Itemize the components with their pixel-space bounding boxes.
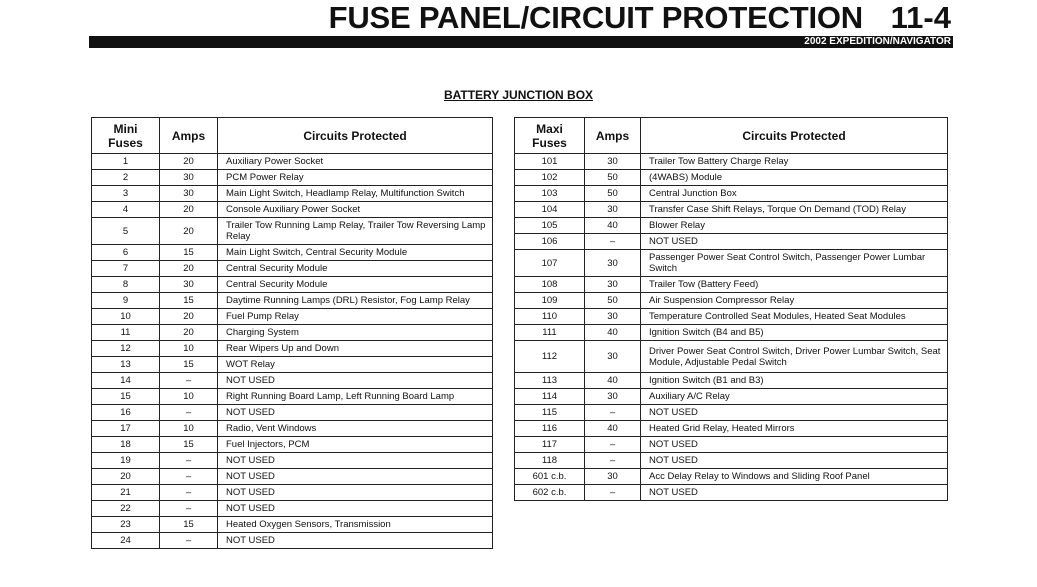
table-row — [515, 293, 948, 309]
table-row — [515, 202, 948, 218]
table-row — [515, 421, 948, 437]
fuse-number: 17 — [92, 421, 160, 437]
table-row — [515, 389, 948, 405]
fuse-number: 117 — [515, 437, 585, 453]
circuits-protected: NOT USED — [641, 485, 948, 501]
circuits-protected: Trailer Tow (Battery Feed) — [641, 277, 948, 293]
amps-value: 30 — [585, 309, 641, 325]
amps-value: – — [160, 469, 218, 485]
amps-value: – — [585, 453, 641, 469]
fuse-number: 5 — [92, 218, 160, 245]
fuse-number: 10 — [92, 309, 160, 325]
table-row — [92, 405, 493, 421]
fuse-number: 101 — [515, 154, 585, 170]
table-row — [92, 501, 493, 517]
fuse-number: 118 — [515, 453, 585, 469]
amps-value: 30 — [160, 170, 218, 186]
circuits-protected: Heated Grid Relay, Heated Mirrors — [641, 421, 948, 437]
fuse-number: 114 — [515, 389, 585, 405]
table-row — [515, 186, 948, 202]
amps-value: 10 — [160, 341, 218, 357]
table-row — [515, 341, 948, 373]
amps-value: 30 — [585, 389, 641, 405]
fuse-number: 12 — [92, 341, 160, 357]
amps-value: 40 — [585, 421, 641, 437]
circuits-protected: Rear Wipers Up and Down — [218, 341, 493, 357]
circuits-protected: NOT USED — [641, 405, 948, 421]
circuits-protected: Blower Relay — [641, 218, 948, 234]
amps-value: 40 — [585, 218, 641, 234]
amps-value: – — [160, 485, 218, 501]
table-row — [92, 453, 493, 469]
mini-header-line1: Mini — [113, 121, 138, 136]
amps-value: – — [585, 405, 641, 421]
maxi-fuses-table — [514, 117, 948, 501]
fuse-number: 21 — [92, 485, 160, 501]
amps-value: – — [585, 437, 641, 453]
fuse-number: 602 c.b. — [515, 485, 585, 501]
table-row — [515, 437, 948, 453]
circuits-protected: Central Junction Box — [641, 186, 948, 202]
amps-value: – — [160, 453, 218, 469]
vehicle-subtitle: 2002 EXPEDITION/NAVIGATOR — [804, 36, 951, 47]
table-row — [515, 405, 948, 421]
amps-value: 15 — [160, 293, 218, 309]
table-row — [92, 341, 493, 357]
fuse-number: 2 — [92, 170, 160, 186]
circuits-protected: Ignition Switch (B4 and B5) — [641, 325, 948, 341]
fuse-number: 16 — [92, 405, 160, 421]
amps-value: 30 — [585, 341, 641, 373]
circuits-protected: NOT USED — [641, 453, 948, 469]
circuits-protected: NOT USED — [641, 234, 948, 250]
fuse-number: 6 — [92, 245, 160, 261]
fuse-number: 105 — [515, 218, 585, 234]
amps-value: 30 — [585, 469, 641, 485]
table-row — [92, 186, 493, 202]
amps-value: 30 — [160, 186, 218, 202]
circuits-protected: Air Suspension Compressor Relay — [641, 293, 948, 309]
mini-header-line2: Fuses — [108, 135, 143, 150]
amps-value: – — [160, 533, 218, 549]
fuse-number: 111 — [515, 325, 585, 341]
maxi-header-line2: Fuses — [532, 135, 567, 150]
table-row — [92, 421, 493, 437]
fuse-number: 14 — [92, 373, 160, 389]
circuits-protected: Auxiliary A/C Relay — [641, 389, 948, 405]
amps-value: – — [160, 501, 218, 517]
section-title: BATTERY JUNCTION BOX — [443, 88, 594, 102]
circuits-protected: NOT USED — [218, 373, 493, 389]
fuse-number: 20 — [92, 469, 160, 485]
table-row — [515, 469, 948, 485]
fuse-number: 11 — [92, 325, 160, 341]
amps-value: 20 — [160, 218, 218, 245]
table-row — [515, 277, 948, 293]
circuits-protected: Main Light Switch, Central Security Module — [218, 245, 493, 261]
amps-value: – — [585, 234, 641, 250]
table-row — [515, 325, 948, 341]
circuits-protected: PCM Power Relay — [218, 170, 493, 186]
circuits-protected: Charging System — [218, 325, 493, 341]
fuse-number: 108 — [515, 277, 585, 293]
fuse-number: 19 — [92, 453, 160, 469]
maxi-amps-header: Amps — [585, 118, 641, 154]
fuse-number: 106 — [515, 234, 585, 250]
fuse-number: 110 — [515, 309, 585, 325]
fuse-number: 8 — [92, 277, 160, 293]
table-row — [515, 309, 948, 325]
circuits-protected: NOT USED — [641, 437, 948, 453]
circuits-protected: Daytime Running Lamps (DRL) Resistor, Fog Lamp Relay — [218, 293, 493, 309]
maxi-circuits-header: Circuits Protected — [641, 118, 948, 154]
maxi-fuses-header — [515, 118, 585, 154]
amps-value: – — [160, 405, 218, 421]
amps-value: – — [160, 373, 218, 389]
mini-circuits-header: Circuits Protected — [218, 118, 493, 154]
circuits-protected: Right Running Board Lamp, Left Running Board Lamp — [218, 389, 493, 405]
circuits-protected: Central Security Module — [218, 277, 493, 293]
table-row — [92, 357, 493, 373]
table-row — [92, 325, 493, 341]
table-row — [515, 373, 948, 389]
fuse-number: 18 — [92, 437, 160, 453]
amps-value: 30 — [585, 202, 641, 218]
table-row — [92, 517, 493, 533]
fuse-number: 107 — [515, 250, 585, 277]
amps-value: 15 — [160, 517, 218, 533]
fuse-number: 112 — [515, 341, 585, 373]
table-row — [92, 202, 493, 218]
maxi-header-line1: Maxi — [536, 121, 563, 136]
amps-value: 50 — [585, 293, 641, 309]
table-row — [515, 170, 948, 186]
mini-fuses-header — [92, 118, 160, 154]
amps-value: 20 — [160, 154, 218, 170]
table-row — [515, 218, 948, 234]
table-row — [515, 453, 948, 469]
circuits-protected: NOT USED — [218, 453, 493, 469]
fuse-number: 4 — [92, 202, 160, 218]
fuse-number: 24 — [92, 533, 160, 549]
table-row — [92, 309, 493, 325]
amps-value: 20 — [160, 325, 218, 341]
circuits-protected: NOT USED — [218, 469, 493, 485]
fuse-number: 115 — [515, 405, 585, 421]
fuse-number: 113 — [515, 373, 585, 389]
circuits-protected: WOT Relay — [218, 357, 493, 373]
mini-fuses-table — [91, 117, 493, 549]
amps-value: 30 — [585, 250, 641, 277]
page-title: FUSE PANEL/CIRCUIT PROTECTION — [328, 0, 863, 35]
table-row — [92, 293, 493, 309]
amps-value: 20 — [160, 309, 218, 325]
circuits-protected: NOT USED — [218, 405, 493, 421]
fuse-number: 102 — [515, 170, 585, 186]
table-row — [92, 154, 493, 170]
amps-value: 15 — [160, 437, 218, 453]
fuse-number: 104 — [515, 202, 585, 218]
table-row — [92, 533, 493, 549]
table-row — [92, 170, 493, 186]
table-row — [92, 277, 493, 293]
table-row — [92, 437, 493, 453]
amps-value: 10 — [160, 421, 218, 437]
table-row — [92, 389, 493, 405]
circuits-protected: Fuel Pump Relay — [218, 309, 493, 325]
circuits-protected: NOT USED — [218, 485, 493, 501]
amps-value: 50 — [585, 170, 641, 186]
table-row — [92, 218, 493, 245]
circuits-protected: Auxiliary Power Socket — [218, 154, 493, 170]
fuse-number: 22 — [92, 501, 160, 517]
table-row — [92, 373, 493, 389]
table-row — [515, 154, 948, 170]
fuse-number: 7 — [92, 261, 160, 277]
circuits-protected: NOT USED — [218, 501, 493, 517]
circuits-protected: Ignition Switch (B1 and B3) — [641, 373, 948, 389]
fuse-number: 601 c.b. — [515, 469, 585, 485]
circuits-protected: (4WABS) Module — [641, 170, 948, 186]
fuse-number: 15 — [92, 389, 160, 405]
amps-value: 30 — [585, 277, 641, 293]
fuse-number: 23 — [92, 517, 160, 533]
table-row — [92, 245, 493, 261]
amps-value: 50 — [585, 186, 641, 202]
amps-value: 30 — [160, 277, 218, 293]
fuse-number: 13 — [92, 357, 160, 373]
mini-table-header — [92, 118, 493, 154]
amps-value: 40 — [585, 325, 641, 341]
maxi-table-header — [515, 118, 948, 154]
circuits-protected: Acc Delay Relay to Windows and Sliding Roof Panel — [641, 469, 948, 485]
table-row — [515, 234, 948, 250]
circuits-protected: NOT USED — [218, 533, 493, 549]
amps-value: 40 — [585, 373, 641, 389]
mini-amps-header: Amps — [160, 118, 218, 154]
fuse-number: 3 — [92, 186, 160, 202]
page-number: 11-4 — [890, 0, 951, 35]
amps-value: 10 — [160, 389, 218, 405]
fuse-number: 103 — [515, 186, 585, 202]
amps-value: 20 — [160, 261, 218, 277]
amps-value: 20 — [160, 202, 218, 218]
fuse-number: 9 — [92, 293, 160, 309]
circuits-protected: Main Light Switch, Headlamp Relay, Multifunction Switch — [218, 186, 493, 202]
circuits-protected: Console Auxiliary Power Socket — [218, 202, 493, 218]
circuits-protected: Trailer Tow Running Lamp Relay, Trailer Tow Reversing Lamp Relay — [218, 218, 493, 245]
circuits-protected: Driver Power Seat Control Switch, Driver Power Lumbar Switch, Seat Module, Adjustable Pedal Switch — [641, 341, 948, 373]
table-row — [92, 485, 493, 501]
circuits-protected: Central Security Module — [218, 261, 493, 277]
table-row — [92, 469, 493, 485]
table-row — [92, 261, 493, 277]
fuse-number: 109 — [515, 293, 585, 309]
circuits-protected: Passenger Power Seat Control Switch, Passenger Power Lumbar Switch — [641, 250, 948, 277]
fuse-number: 116 — [515, 421, 585, 437]
amps-value: 30 — [585, 154, 641, 170]
amps-value: – — [585, 485, 641, 501]
circuits-protected: Radio, Vent Windows — [218, 421, 493, 437]
circuits-protected: Fuel Injectors, PCM — [218, 437, 493, 453]
circuits-protected: Temperature Controlled Seat Modules, Heated Seat Modules — [641, 309, 948, 325]
amps-value: 15 — [160, 245, 218, 261]
table-row — [515, 485, 948, 501]
circuits-protected: Trailer Tow Battery Charge Relay — [641, 154, 948, 170]
circuits-protected: Transfer Case Shift Relays, Torque On Demand (TOD) Relay — [641, 202, 948, 218]
circuits-protected: Heated Oxygen Sensors, Transmission — [218, 517, 493, 533]
amps-value: 15 — [160, 357, 218, 373]
fuse-number: 1 — [92, 154, 160, 170]
table-row — [515, 250, 948, 277]
